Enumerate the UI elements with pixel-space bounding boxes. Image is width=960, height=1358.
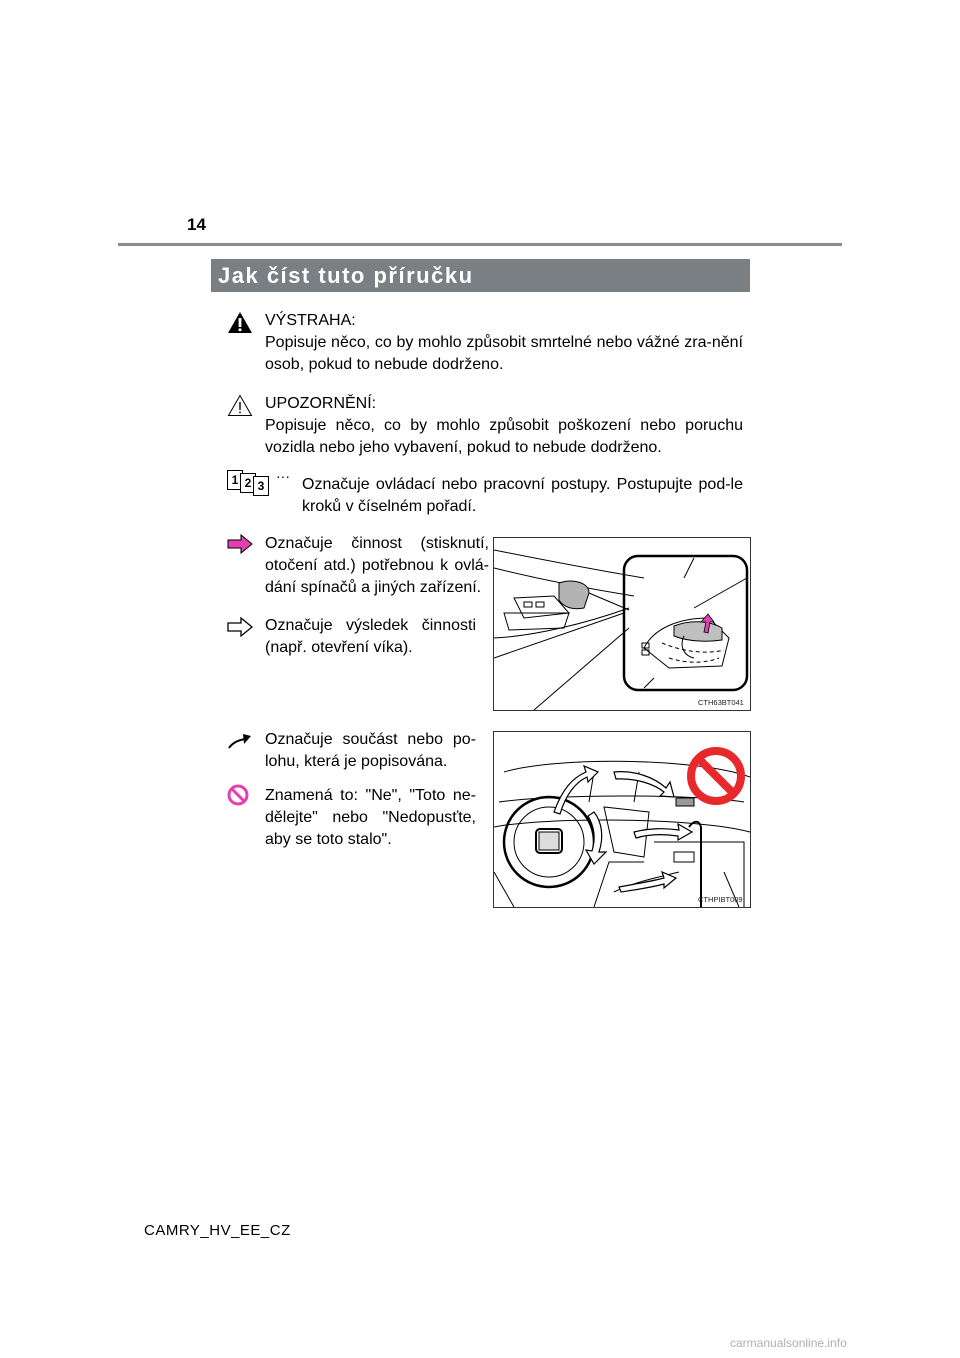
step-numbers-icon (227, 470, 307, 494)
caution-text: Popisuje něco, co by mohlo způsobit poškození nebo poruchu vozidla nebo jeho vybavení, pokud to nebude dodrženo. (265, 417, 743, 456)
top-divider (118, 243, 842, 246)
section-title: Jak číst tuto příručku (211, 259, 750, 292)
prohibition-icon (227, 784, 249, 806)
caution-heading: UPOZORNĚNÍ: (265, 395, 377, 412)
figure-code: CTHPIBT009 (698, 895, 743, 904)
warning-text: Popisuje něco, co by mohlo způsobit smrtelné nebo vážné zra-nění osob, pokud to nebude dodrženo. (265, 334, 743, 373)
step-number-2: 2 (240, 473, 256, 493)
dashboard-illustration (494, 732, 750, 907)
pointer-text: Označuje součást nebo po-lohu, která je popisována. (265, 731, 476, 770)
warning-triangle-filled-icon (227, 311, 253, 334)
figure-code: CTH63BT041 (698, 698, 744, 707)
prohibition-text: Znamená to: "Ne", "Toto ne-dělejte" nebo "Nedopusťte, aby se toto stalo". (265, 787, 476, 848)
steps-ellipsis: ··· (276, 468, 290, 484)
page-number: 14 (187, 215, 206, 234)
caution-triangle-outline-icon (227, 394, 253, 417)
step-number-1: 1 (227, 470, 243, 490)
figure-overhead-console (493, 537, 751, 711)
result-arrow-outline-icon (227, 617, 253, 637)
figure-dashboard (493, 731, 751, 908)
steps-text: Označuje ovládací nebo pracovní postupy. Postupujte pod-le kroků v číselném pořadí. (302, 476, 743, 515)
action-arrow-filled-icon (227, 534, 253, 554)
result-text: Označuje výsledek činnosti (např. otevření víka). (265, 617, 476, 656)
footer-code: CAMRY_HV_EE_CZ (144, 1222, 291, 1239)
overhead-console-illustration (494, 538, 750, 710)
action-text: Označuje činnost (stisknutí, otočení atd.) potřebnou k ovlá-dání spínačů a jiných zařízení. (265, 535, 489, 596)
pointer-arrow-icon (227, 732, 253, 750)
watermark: carmanualsonline.info (730, 1336, 847, 1350)
step-number-3: 3 (253, 476, 269, 496)
warning-heading: VÝSTRAHA: (265, 312, 356, 329)
